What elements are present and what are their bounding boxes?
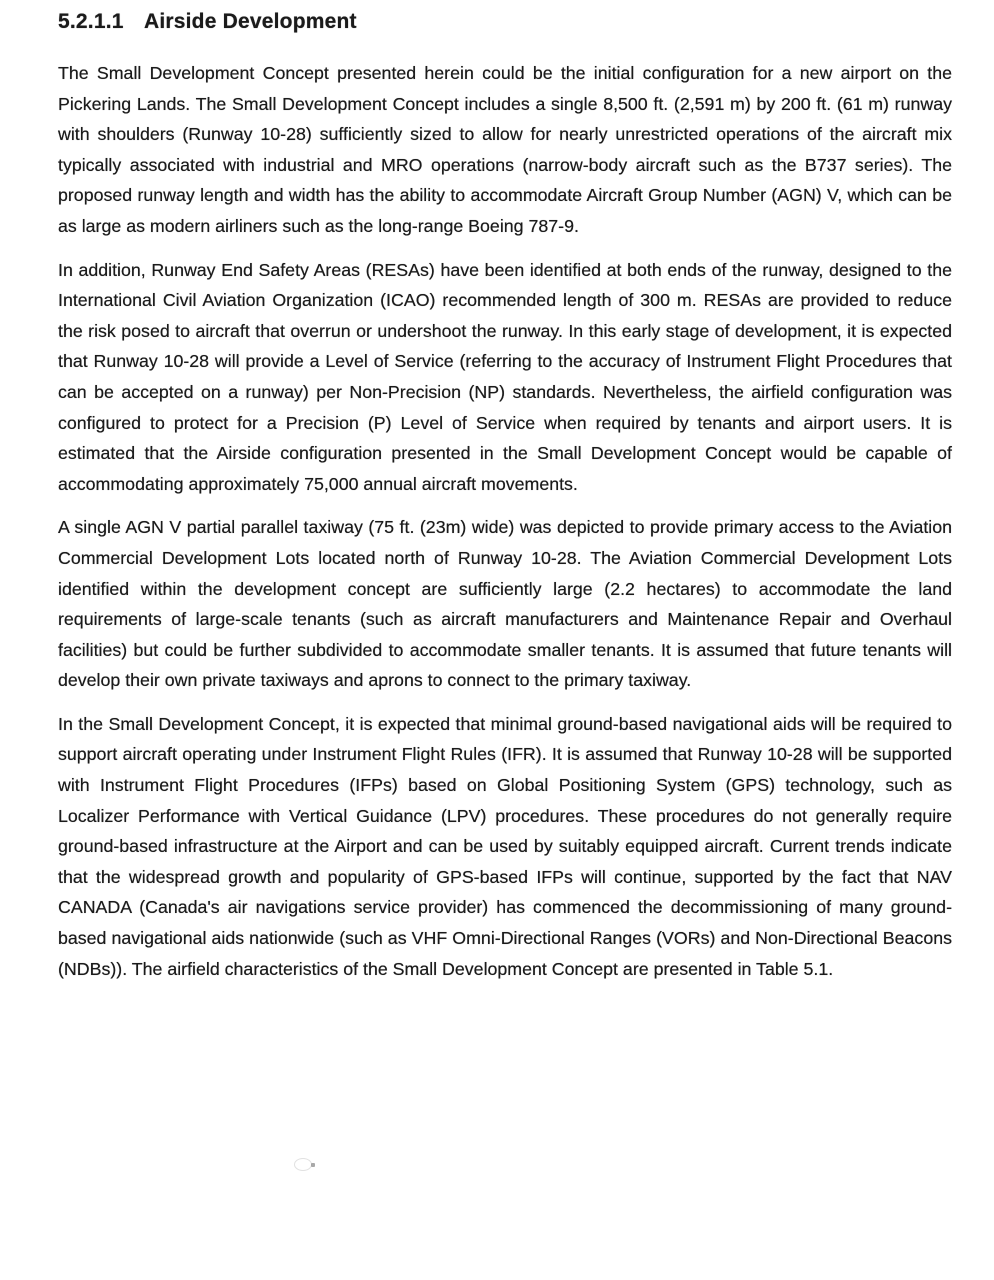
scan-dot-artifact	[311, 1163, 315, 1167]
page-content	[58, 8, 952, 984]
paragraph-runway-end-safety-areas: In addition, Runway End Safety Areas (RESAs) have been identified at both ends of the runway, designed to the International Civil Aviation Organization (ICAO) recommended length of 300 m. RESAs are provided to reduce the risk posed to aircraft that overrun or undershoot the runway. In this early stage of development, it is expected that Runway 10-28 will provide a Level of Service (referring to the accuracy of Instrument Flight Procedures that can be accepted on a runway) per Non-Precision (NP) standards. Nevertheless, the airfield configuration was configured to protect for a Precision (P) Level of Service when required by tenants and airport users. It is estimated that the Airside configuration presented in the Small Development Concept would be capable of accommodating approximately 75,000 annual aircraft movements.	[58, 259, 952, 494]
paragraph-navigational-aids: In the Small Development Concept, it is expected that minimal ground-based navigational aids will be required to support aircraft operating under Instrument Flight Rules (IFR). It is assumed that Runway 10-28 will be supported with Instrument Flight Procedures (IFPs) based on Global Positioning System (GPS) technology, such as Localizer Performance with Vertical Guidance (LPV) procedures. These procedures do not generally require ground-based infrastructure at the Airport and can be used by suitably equipped aircraft. Current trends indicate that the widespread growth and popularity of GPS-based IFPs will continue, supported by the fact that NAV CANADA (Canada's air navigations service provider) has commenced the decommissioning of many ground-based navigational aids nationwide (such as VHF Omni-Directional Ranges (VORs) and Non-Directional Beacons (NDBs)). The airfield characteristics of the Small Development Concept are presented in Table 5.1.	[58, 713, 952, 979]
body-text	[58, 58, 952, 984]
section-heading	[58, 8, 952, 36]
section-number: 5.2.1.1	[58, 10, 124, 33]
paragraph-small-development-concept: The Small Development Concept presented herein could be the initial configuration for a new airport on the Pickering Lands. The Small Development Concept includes a single 8,500 ft. (2,591 m) by 200 ft. (61 m) runway with shoulders (Runway 10-28) sufficiently sized to allow for nearly unrestricted operations of the aircraft mix typically associated with industrial and MRO operations (narrow-body aircraft such as the B737 series). The proposed runway length and width has the ability to accommodate Aircraft Group Number (AGN) V, which can be as large as modern airliners such as the long-range Boeing 787-9.	[58, 63, 952, 236]
scan-smudge-artifact	[294, 1158, 312, 1171]
paragraph-parallel-taxiway: A single AGN V partial parallel taxiway (75 ft. (23m) wide) was depicted to provide primary access to the Aviation Commercial Development Lots located north of Runway 10-28. The Aviation Commercial Development Lots identified within the development concept are sufficiently large (2.2 hectares) to accommodate the land requirements of large-scale tenants (such as aircraft manufacturers and Maintenance Repair and Overhaul facilities) but could be further subdivided to accommodate smaller tenants. It is assumed that future tenants will develop their own private taxiways and aprons to connect to the primary taxiway.	[58, 517, 952, 691]
section-title: Airside Development	[144, 10, 357, 33]
